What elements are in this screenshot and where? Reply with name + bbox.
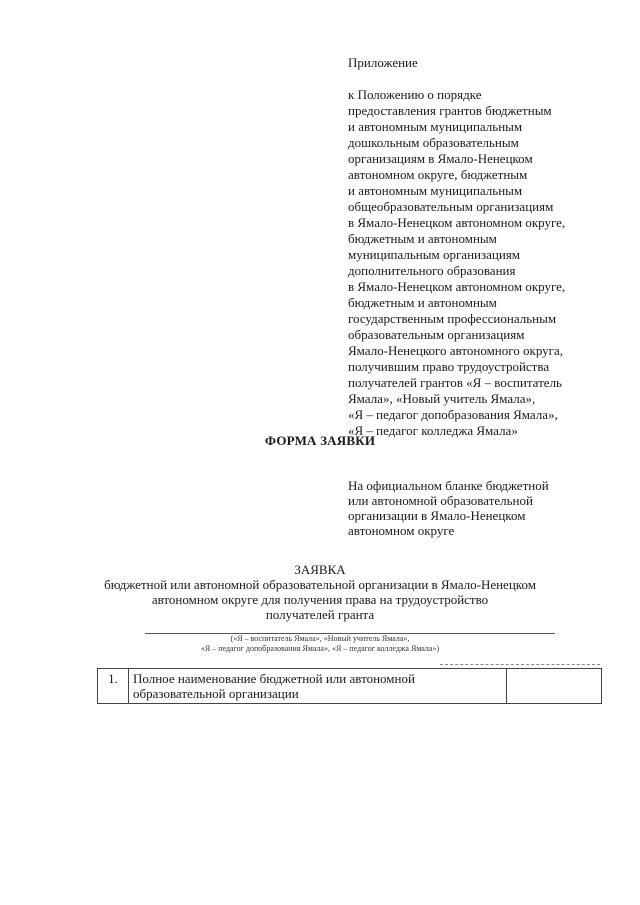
form-title: ФОРМА ЗАЯВКИ <box>264 433 376 448</box>
row-label-line: Полное наименование бюджетной или автономной <box>133 671 415 686</box>
application-subtitle-line: получателей гранта <box>265 607 375 622</box>
row-label <box>129 669 507 704</box>
appendix-line: в Ямало-Ненецком автономном округе, <box>348 215 566 230</box>
row-number: 1. <box>98 669 129 704</box>
appendix-line: бюджетным и автономным <box>348 231 497 246</box>
letterhead-note-line: автономном округе <box>348 523 455 538</box>
dashed-divider <box>440 664 600 665</box>
appendix-line: муниципальным организациям <box>348 247 521 262</box>
application-heading <box>0 562 640 622</box>
letterhead-note-line: На официальном бланке бюджетной <box>348 478 549 493</box>
row-value-cell[interactable] <box>507 669 602 704</box>
grant-caption <box>0 634 640 654</box>
appendix-block <box>348 55 618 439</box>
row-label-line: образовательной организации <box>133 686 299 701</box>
application-table <box>97 668 602 704</box>
appendix-line: дошкольным образовательным <box>348 135 519 150</box>
application-title: ЗАЯВКА <box>294 562 346 577</box>
letterhead-note-line: или автономной образовательной <box>348 493 533 508</box>
appendix-line: к Положению о порядке <box>348 87 482 102</box>
application-subtitle-line: автономном округе для получения права на трудоустройство <box>151 592 489 607</box>
appendix-line: организациям в Ямало-Ненецком <box>348 151 533 166</box>
appendix-line: получателей грантов «Я – воспитатель <box>348 375 562 390</box>
application-subtitle-line: бюджетной или автономной образовательной организации в Ямало-Ненецком <box>104 577 536 592</box>
grant-caption-line: («Я – воспитатель Ямала», «Новый учитель Ямала», <box>230 634 410 643</box>
grant-caption-line: «Я – педагог допобразования Ямала», «Я – педагог колледжа Ямала») <box>200 644 440 653</box>
letterhead-note <box>348 478 618 538</box>
appendix-line: образовательным организациям <box>348 327 525 342</box>
appendix-line: и автономным муниципальным <box>348 119 523 134</box>
letterhead-note-line: организации в Ямало-Ненецком <box>348 508 526 523</box>
appendix-line: общеобразовательным организациям <box>348 199 554 214</box>
table-row <box>98 669 602 704</box>
appendix-line: государственным профессиональным <box>348 311 557 326</box>
appendix-title: Приложение <box>348 55 418 70</box>
appendix-line: и автономным муниципальным <box>348 183 523 198</box>
appendix-line: бюджетным и автономным <box>348 295 497 310</box>
appendix-line: «Я – педагог колледжа Ямала» <box>348 423 518 438</box>
appendix-line: Ямало-Ненецкого автономного округа, <box>348 343 564 358</box>
appendix-line: получившим право трудоустройства <box>348 359 550 374</box>
appendix-line: дополнительного образования <box>348 263 516 278</box>
appendix-line: «Я – педагог допобразования Ямала», <box>348 407 558 422</box>
appendix-line: Ямала», «Новый учитель Ямала», <box>348 391 536 406</box>
appendix-line: предоставления грантов бюджетным <box>348 103 552 118</box>
appendix-line: в Ямало-Ненецком автономном округе, <box>348 279 566 294</box>
appendix-line: автономном округе, бюджетным <box>348 167 528 182</box>
